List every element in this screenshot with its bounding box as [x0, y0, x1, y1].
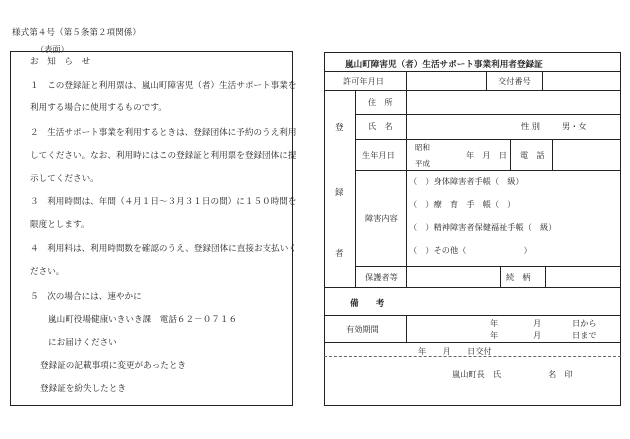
- birthdate-label: 生年月日: [362, 150, 395, 160]
- seal-text: 名 印: [548, 369, 573, 379]
- disability-option-mental: （ ）精神障害者保健福祉手帳（ 級）: [409, 222, 557, 232]
- notice-case-lost: 登録証を紛失したとき: [40, 384, 126, 394]
- notice-item-1a: １ この登録証と利用票は、嵐山町障害児（者）生活サポート事業を: [30, 81, 297, 91]
- registrant-char-2: 録: [335, 188, 344, 198]
- address-label: 住 所: [368, 97, 393, 107]
- issue-number-label: 交付番号: [498, 76, 531, 86]
- notice-item-3a: ３ 利用時間は、年間（４月１日～３月３１日の間）に１５０時間を: [30, 197, 297, 207]
- notice-item-2c: 示してください。: [30, 174, 99, 184]
- notice-item-1b: 利用する場合に使用するものです。: [30, 103, 167, 113]
- guardian-label: 保護者等: [365, 272, 398, 282]
- card-title: 嵐山町障害児（者）生活サポート事業利用者登録証: [345, 60, 543, 70]
- side-label: （表面）: [36, 44, 69, 54]
- gender-value: 男・女: [562, 121, 587, 131]
- disability-option-physical: （ ）身体障害者手帳（ 級）: [409, 176, 524, 186]
- name-label: 氏 名: [368, 121, 393, 131]
- registrant-char-1: 登: [335, 123, 344, 133]
- validity-from-year: 年: [490, 318, 499, 328]
- validity-from-month: 月: [533, 318, 542, 328]
- validity-to-year: 年: [490, 330, 499, 340]
- relation-label: 続 柄: [506, 272, 531, 282]
- notice-item-4b: ださい。: [30, 267, 65, 277]
- era-heisei: 平成: [415, 159, 430, 168]
- notice-item-3b: 限度とします。: [30, 220, 90, 230]
- notice-case-change: 登録証の記載事項に変更があったとき: [40, 361, 187, 371]
- permit-date-label: 許可年月日: [343, 76, 384, 86]
- disability-option-other: （ ）その他（ ）: [409, 245, 532, 255]
- form-title: 様式第４号（第５条第２項関係）: [12, 28, 141, 38]
- notice-item-5a: ５ 次の場合には、速やかに: [30, 292, 142, 302]
- validity-to-day: 日まで: [572, 330, 597, 340]
- era-showa: 昭和: [415, 143, 430, 152]
- validity-label: 有効期間: [346, 324, 379, 334]
- registrant-char-3: 者: [335, 249, 344, 259]
- notice-item-4a: ４ 利用料は、利用時間数を確認のうえ、登録団体に直接お支払いく: [30, 244, 297, 254]
- validity-to-month: 月: [533, 330, 542, 340]
- disability-option-rehab: （ ）療 育 手 帳（ ）: [409, 199, 516, 209]
- notice-title: お 知 ら せ: [30, 57, 91, 67]
- mayor-text: 嵐山町長 氏: [452, 369, 502, 379]
- remarks-label: 備 考: [350, 299, 385, 309]
- validity-from-day: 日から: [572, 318, 597, 328]
- phone-label: 電 話: [520, 150, 545, 160]
- disability-label: 障害内容: [365, 213, 398, 223]
- issue-date-text: 年 月 日交付: [418, 346, 492, 356]
- notice-contact: 嵐山町役場健康いきいき課 電話６２－０７１６: [48, 315, 238, 325]
- birthdate-ymd: 年 月 日: [466, 150, 507, 160]
- notice-report: にお届けください: [48, 338, 117, 348]
- notice-item-2a: ２ 生活サポート事業を利用するときは、登録団体に予約のうえ利用: [30, 128, 297, 138]
- notice-item-2b: してください。なお、利用時にはこの登録証と利用票を登録団体に提: [30, 151, 297, 161]
- gender-label: 性 別: [521, 121, 540, 131]
